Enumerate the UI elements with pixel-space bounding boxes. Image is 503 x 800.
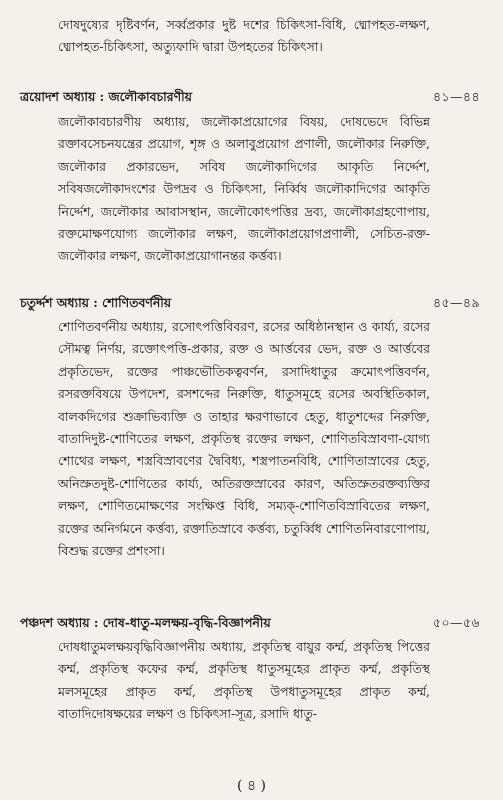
section-title: ত্রয়োদশ অধ্যায় : জলৌকাবচারণীয়: [20, 89, 192, 104]
section-body: জলৌকাবচারণীয় অধ্যায়, জলৌকাপ্রয়োগের বিষয়, দোষভেদে বিভিন্ন রক্তাবসেচনযন্ত্রের প্রয়োগ, শৃঙ্গ ও অলাবুপ্রয়োগ প্রণালী, জলৌকার নিরুক্তি, জলৌকার প্রকারভেদ, সবিষ জলৌকাদিগের আকৃতি নির্দ্দেশ, সবিষজলৌকাদংশের উপদ্রব ও চিকিৎসা, নির্ব্বিষ জলৌকাদিগের আকৃতি নির্দ্দেশ, জলৌকার আবাসস্থান, জলৌকোৎপত্তির দ্রব্য, জলৌকাগ্রহণোপায়, রক্তমোক্ষণযোগ্য জলৌকার লক্ষণ, জলৌকাপ্রয়োগপ্রণালী, সেচিত-রক্ত-জলৌকার লক্ষণ, জলৌকাপ্রয়োগানন্তর কর্ত্তব্য।: [58, 114, 430, 264]
page-number: ( ৪ ): [237, 778, 266, 794]
section-title: চতুর্দ্দশ অধ্যায় : শোণিতবর্ণনীয়: [20, 295, 172, 310]
page-range: ৪১—৪৪: [432, 89, 480, 104]
page-range: ৪৫—৪৯: [432, 295, 480, 310]
section-body: দোষধাতুমলক্ষয়বৃদ্ধিবিজ্ঞাপনীয় অধ্যায়, প্রকৃতিস্থ বায়ুর কর্ম্ম, প্রকৃতিস্থ পিত্তের কর্ম্ম, প্রকৃতিস্থ কফের কর্ম্ম, প্রকৃতিস্থ ধাতুসমূহের প্রাকৃত কর্ম্ম, প্রকৃতিস্থ মলসমূহের প্রাকৃত কর্ম্ম, প্রকৃতিস্থ উপধাতুসমূহের প্রাকৃত কর্ম্ম, বাতাদিদোষক্ষয়ের লক্ষণ ও চিকিৎসা-সূত্র, রসাদি ধাতু-: [58, 639, 430, 722]
section-heading: [20, 612, 480, 634]
section-heading: [20, 292, 480, 314]
section-body: শোণিতবর্ণনীয় অধ্যায়, রসোৎপত্তিবিবরণ, রসের অধিষ্ঠানস্থান ও কার্য্য, রসের সৌমত্ব নির্ণয়, রক্তোৎপত্তি-প্রকার, রক্ত ও আর্ত্তবের ভেদ, রক্ত ও আর্ত্তবের প্রকৃতিভেদ, রক্তের পাঞ্চভৌতিকত্ববর্ণন, রসাদিধাতুর ক্রমোৎপত্তিবর্ণন, রসরক্তবিষয়ে উপদেশ, রসশব্দের নিরুক্তি, ধাতুসমূহে রসের অবস্থিতিকাল, বালকদিগের শুক্রাভিব্যক্তি ও তাহার ক্ষরণাভাবে হেতু, ধাতুশব্দের নিরুক্তি, বাতাদিদুষ্ট-শোণিতের লক্ষণ, প্রকৃতিস্থ রক্তের লক্ষণ, শোণিতবিস্রাবণা-যোগ্য শোথের লক্ষণ, শস্ত্রবিস্রাবণের দ্বৈবিধ্য, শস্ত্রপাতনবিধি, শোণিতাস্রাবের হেতু, অনিস্রুতদুষ্ট-শোণিতের কার্য্য, অতিরক্তস্রাবের কারণ, অতিস্রুতরক্তব্যক্তির লক্ষণ, শোণিতমোক্ষণের সংক্ষিপ্ত বিধি, সম্যক্-শোণিতবিস্রাবিতের লক্ষণ, রক্তের অনির্গমনে কর্ত্তব্য, রক্তাতিস্রাবে কর্ত্তব্য, চতুর্ব্বিধ শোণিতনিবারণোপায়, বিশুদ্ধ রক্তের প্রশংসা।: [58, 319, 430, 559]
section-heading: [20, 86, 480, 108]
page-range: ৫০—৫৬: [432, 615, 480, 630]
section-title: পঞ্চদশ অধ্যায় : দোষ-ধাতু-মলক্ষয়-বৃদ্ধি-বিজ্ঞাপনীয়: [20, 615, 271, 630]
intro-paragraph: দোষদুষ্যের দৃষ্টিবর্ণন, সর্ব্বপ্রকার দুষ্ট দশের চিকিৎসা-বিধি, ধ্মোপহত-লক্ষণ, ধ্মোপহত-চিকিৎসা, অত্যুফাদি দ্বারা উপহতের চিকিৎসা।: [58, 17, 430, 55]
